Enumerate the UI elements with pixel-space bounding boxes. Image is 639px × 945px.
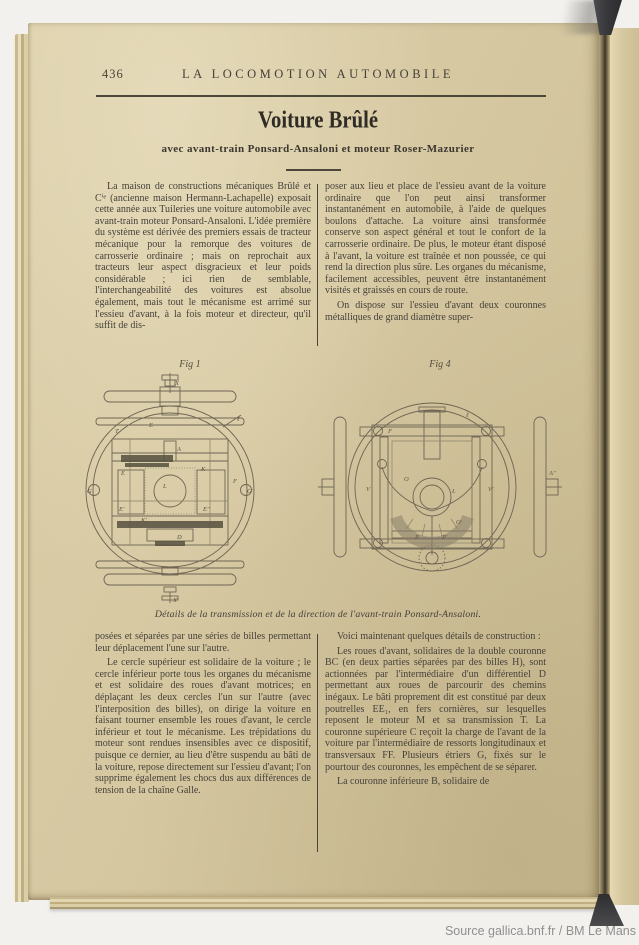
figure-1-drawing	[85, 371, 295, 609]
masthead-rule	[96, 95, 546, 97]
figure-1	[85, 359, 295, 611]
column-bottom-left	[95, 631, 311, 799]
article-subtitle: avec avant-train Ponsard-Ansaloni et moteur Roser-Mazurier	[161, 143, 475, 155]
title-divider	[286, 169, 341, 171]
svg-text:O: O	[404, 476, 409, 483]
book-bottom-page-edges	[50, 897, 599, 909]
column-top-left	[95, 181, 311, 335]
svg-text:E'': E''	[203, 506, 210, 513]
figure-1-label: Fig 1	[179, 359, 201, 370]
svg-text:ℓ: ℓ	[237, 416, 240, 423]
binding-shadow	[552, 0, 600, 34]
svg-text:F: F	[233, 478, 237, 485]
svg-text:V: V	[366, 486, 370, 493]
column-divider-top	[317, 184, 318, 346]
svg-text:ℓ: ℓ	[466, 412, 469, 419]
svg-text:P': P'	[442, 534, 448, 541]
figure-4-label: Fig 4	[429, 359, 451, 370]
figure-4	[318, 359, 562, 611]
svg-text:G: G	[87, 488, 92, 495]
journal-masthead: LA LOCOMOTION AUTOMOBILE	[182, 67, 454, 81]
figures-caption: Détails de la transmission et de la direction de l'avant-train Ponsard-Ansaloni.	[154, 609, 482, 620]
paragraph: Le cercle supérieur est solidaire de la voiture ; le cercle inférieur porte tous les organes du mécanisme et est solidaire des roues d'avant motrices; en déplaçant les deux cercles l'un sur l'autre (avec l'interposition des billes), on dirige la voiture en faisant tourner ensemble les roues d'avant, le cercle inférieur et tout le mécanisme. Les trépidations du moteur sont rendues insensibles avec ce dispositif, puisque ce dernier, au lieu d'être suspendu au bâti de la voiture, repose directement sur l'essieu d'avant; l'on supprime également les chocs dus aux différences de tension de la chaîne Galle.	[95, 657, 311, 796]
figure-4-drawing	[318, 371, 562, 609]
adjacent-page-edge	[610, 28, 639, 905]
article-title: Voiture Brûlé	[257, 105, 379, 134]
svg-text:A: A	[177, 446, 181, 453]
svg-text:P: P	[415, 534, 419, 541]
svg-text:X': X'	[173, 597, 179, 604]
svg-text:K: K	[201, 466, 206, 473]
svg-text:L: L	[452, 488, 456, 495]
page-gutter	[599, 28, 610, 905]
svg-text:E: E	[149, 422, 153, 429]
svg-text:T: T	[115, 428, 119, 435]
column-divider-bottom	[317, 634, 318, 852]
paragraph: poser aux lieu et place de l'essieu avant de la voiture ordinaire que l'on peut ainsi transformer instantanément en automobile, à l'aide de quelques boulons d'attache. La voiture ainsi transformée conserve son aspect général et tout le confort de la carrosserie ordinaire. De plus, le moteur étant disposé à l'avant, la voiture est traînée et non poussée, ce qui rend la direction plus sûre. Les organes du mécanisme, facilement accessibles, peuvent être instantanément visités et graissés en cours de route.	[325, 181, 546, 297]
paragraph: La couronne inférieure B, solidaire de	[337, 776, 490, 788]
column-top-right	[325, 181, 546, 326]
page-number: 436	[102, 67, 124, 81]
svg-text:G': G'	[247, 488, 254, 495]
svg-text:E': E'	[119, 506, 125, 513]
svg-text:F: F	[388, 428, 392, 435]
paragraph: Voici maintenant quelques détails de construction :	[337, 631, 541, 642]
paragraph: On dispose sur l'essieu d'avant deux couronnes métalliques de grand diamètre super-	[325, 299, 546, 323]
svg-text:D: D	[177, 534, 182, 541]
paragraph: La maison de constructions mécaniques Brûlé et Cⁱᵉ (ancienne maison Hermann-Lachapelle) exposait cette année aux Tuileries une voiture automobile avec avant-train moteur Ponsard-Ansaloni. L'idée première du système est dérivée des premiers essais de tracteur mécanique pour la remorque des voitures de carrosserie ordinaire ; mais on reprochait aux tracteurs leur aspect disgracieux et leur poids considérable ; ici rien de semblable, l'interchangeabilité des voitures est absolue également, mais tout le mécanisme est arrimé sur l'essieu d'avant, à la fois moteur et directeur, qu'il suffit de dis-	[95, 181, 311, 332]
book-left-page-edges	[13, 34, 29, 902]
paragraph: Les roues d'avant, solidaires de la double couronne BC (en deux parties séparées par des billes H), sont actionnées par l'intermédiaire d'un différentiel D permettant aux roues de parcourir des chemins inégaux. Le bâti proprement dit est constitué par deux poutrelles EE₁, en fers cornières, sur lesquelles reposent le moteur M et sa transmission T. La couronne supérieure C reçoit la charge de l'avant de la voiture par l'intermédiaire de ressorts longitudinaux et transversaux FF. Plusieurs étriers G, fixés sur le pourtour des couronnes, les empêchent de se séparer.	[325, 645, 546, 773]
column-bottom-right	[325, 631, 546, 791]
svg-text:O': O'	[456, 519, 463, 526]
svg-text:V': V'	[488, 486, 494, 493]
svg-text:A'': A''	[549, 470, 556, 477]
svg-text:K': K'	[141, 517, 147, 524]
svg-text:L: L	[163, 483, 167, 490]
paragraph: posées et séparées par une séries de billes permettant leur déplacement l'une sur l'autre.	[95, 631, 311, 654]
source-attribution: Source gallica.bnf.fr / BM Le Mans	[444, 924, 636, 938]
svg-text:E: E	[121, 470, 125, 477]
svg-text:X: X	[175, 380, 179, 387]
scanned-page	[28, 23, 599, 900]
